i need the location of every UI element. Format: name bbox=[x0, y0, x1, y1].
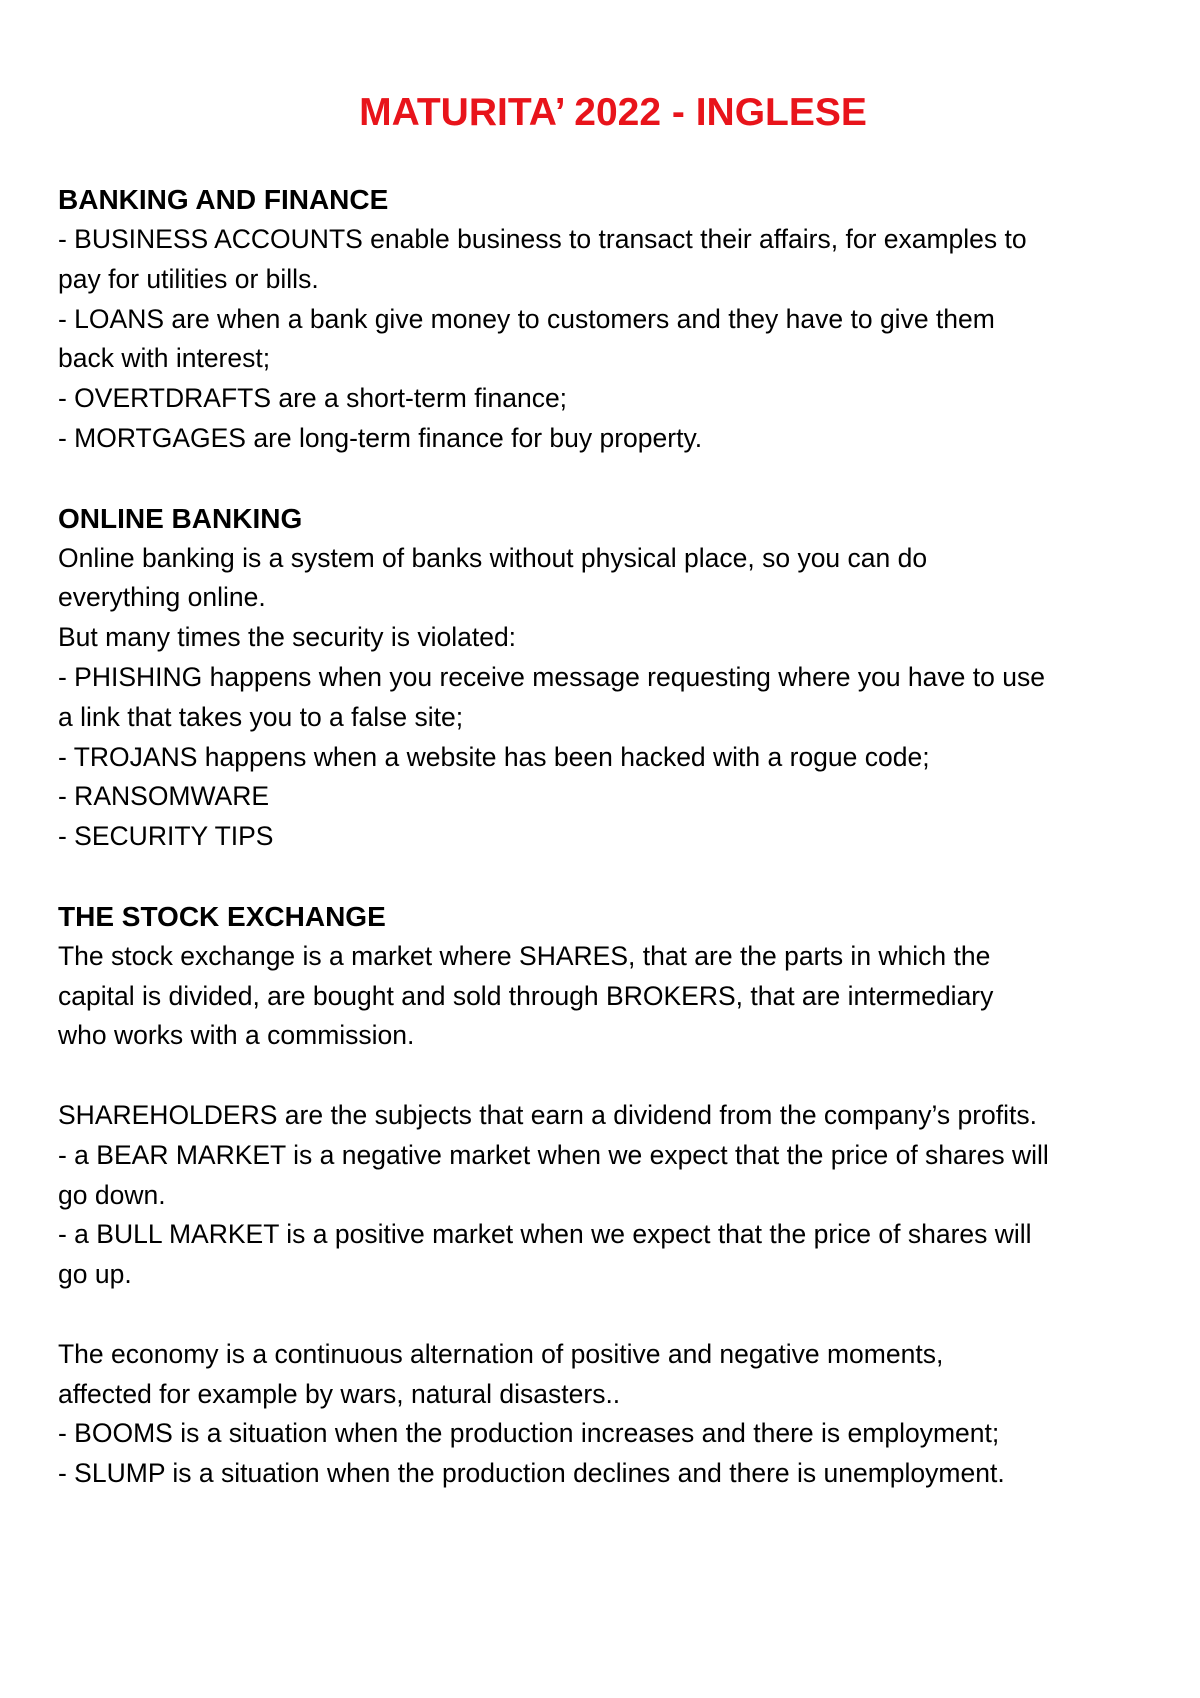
text-line: - RANSOMWARE bbox=[58, 781, 270, 812]
text-line: - PHISHING happens when you receive message requesting where you have to use bbox=[58, 661, 1045, 692]
text-line: The stock exchange is a market where SHARES, that are the parts in which the bbox=[58, 940, 991, 971]
text-line: The economy is a continuous alternation of positive and negative moments, bbox=[58, 1338, 944, 1369]
text-line: SHAREHOLDERS are the subjects that earn a dividend from the company’s profits. bbox=[58, 1099, 1037, 1130]
text-line: - OVERTDRAFTS are a short-term finance; bbox=[58, 383, 568, 414]
document-page bbox=[58, 88, 1148, 1494]
paragraph-gap bbox=[58, 1056, 1148, 1096]
section-heading: BANKING AND FINANCE bbox=[58, 184, 389, 215]
text-line: Online banking is a system of banks without physical place, so you can do bbox=[58, 542, 928, 573]
text-line: But many times the security is violated: bbox=[58, 622, 517, 653]
document-title: MATURITA’ 2022 - INGLESE bbox=[359, 91, 867, 134]
section-banking-and-finance bbox=[58, 180, 1148, 459]
section-online-banking bbox=[58, 499, 1148, 857]
text-line: everything online. bbox=[58, 582, 266, 613]
text-line: - a BULL MARKET is a positive market when we expect that the price of shares will bbox=[58, 1219, 1032, 1250]
text-line: - MORTGAGES are long-term finance for buy property. bbox=[58, 422, 703, 453]
text-line: who works with a commission. bbox=[58, 1020, 415, 1051]
text-line: - a BEAR MARKET is a negative market when we expect that the price of shares will bbox=[58, 1139, 1049, 1170]
text-line: go down. bbox=[58, 1179, 166, 1210]
text-line: a link that takes you to a false site; bbox=[58, 701, 464, 732]
text-line: affected for example by wars, natural disasters.. bbox=[58, 1378, 621, 1409]
section-heading: THE STOCK EXCHANGE bbox=[58, 900, 386, 932]
text-line: - BOOMS is a situation when the production increases and there is employment; bbox=[58, 1418, 1000, 1449]
text-line: - BUSINESS ACCOUNTS enable business to transact their affairs, for examples to bbox=[58, 224, 1027, 254]
text-line: go up. bbox=[58, 1259, 132, 1290]
text-line: - SECURITY TIPS bbox=[58, 821, 274, 852]
section-heading: ONLINE BANKING bbox=[58, 502, 303, 534]
paragraph-gap bbox=[58, 1295, 1148, 1335]
text-line: - SLUMP is a situation when the production declines and there is unemployment. bbox=[58, 1458, 1005, 1489]
text-line: back with interest; bbox=[58, 343, 271, 374]
text-line: pay for utilities or bills. bbox=[58, 263, 319, 294]
text-line: capital is divided, are bought and sold through BROKERS, that are intermediary bbox=[58, 980, 994, 1011]
paragraph-gap bbox=[58, 459, 1148, 499]
text-line: - LOANS are when a bank give money to customers and they have to give them bbox=[58, 303, 995, 334]
paragraph-gap bbox=[58, 857, 1148, 897]
section-stock-exchange bbox=[58, 897, 1148, 1494]
text-line: - TROJANS happens when a website has been hacked with a rogue code; bbox=[58, 741, 930, 772]
